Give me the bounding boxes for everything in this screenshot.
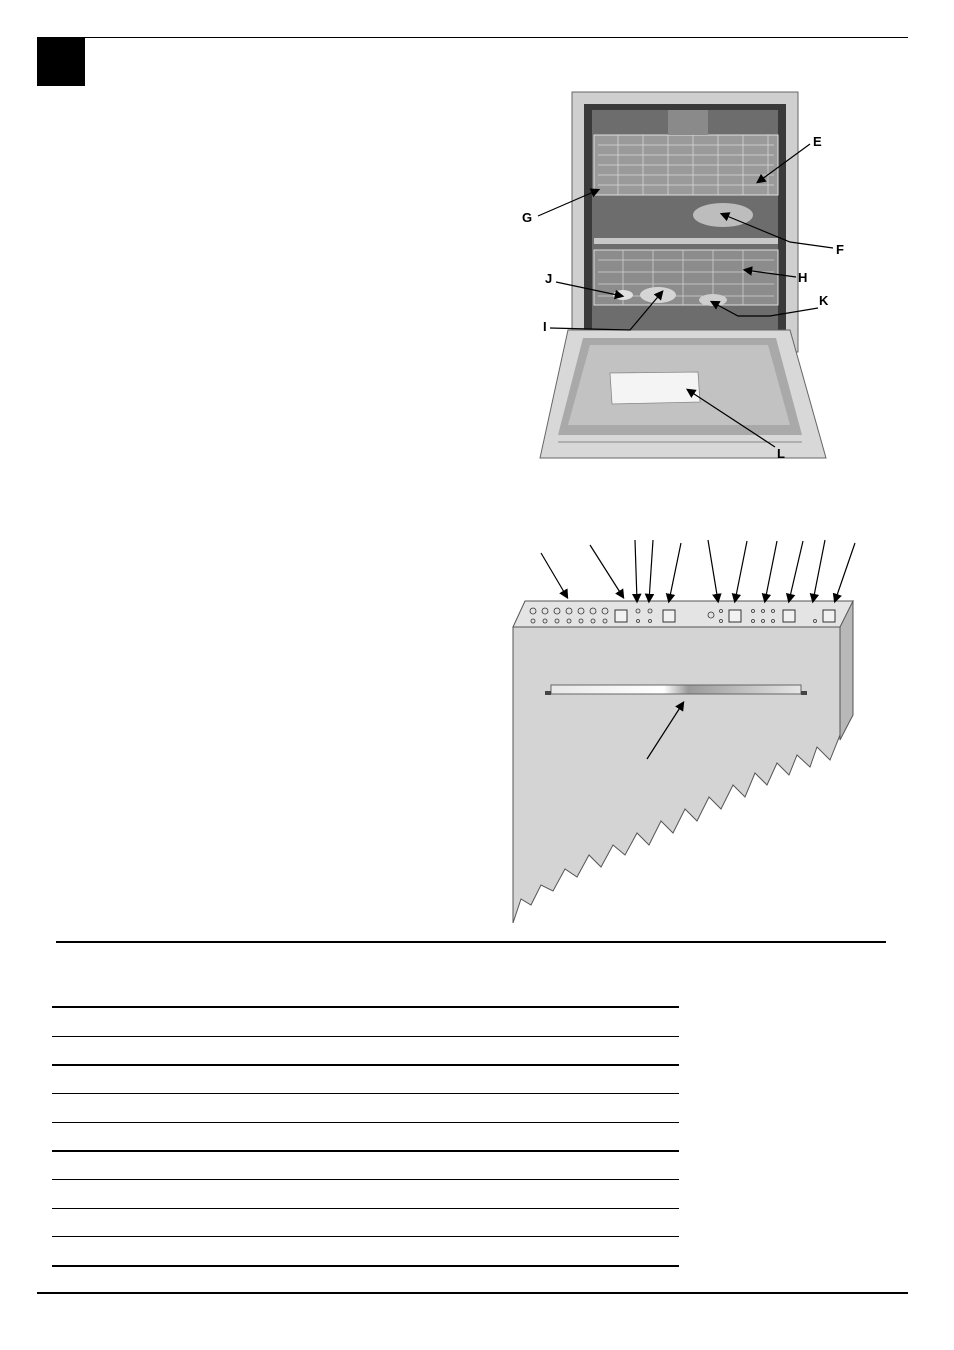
table-rule-3 bbox=[52, 1064, 679, 1066]
callout-L: L bbox=[777, 446, 785, 461]
section-divider-rule bbox=[56, 941, 886, 943]
table-rule-5 bbox=[52, 1122, 679, 1123]
callout-I: I bbox=[543, 319, 547, 334]
table-rule-2 bbox=[52, 1036, 679, 1037]
footer-rule bbox=[37, 1292, 908, 1294]
section-marker-block bbox=[37, 37, 85, 86]
table-rule-9 bbox=[52, 1236, 679, 1237]
table-rule-1 bbox=[52, 1006, 679, 1008]
callout-K: K bbox=[819, 293, 829, 308]
header-rule bbox=[85, 37, 908, 38]
control-panel-drawing bbox=[505, 535, 865, 930]
callout-H: H bbox=[798, 270, 808, 285]
callout-G: G bbox=[522, 210, 533, 225]
callout-J: J bbox=[545, 271, 553, 286]
photo-leader-lines bbox=[500, 120, 860, 465]
table-rule-8 bbox=[52, 1208, 679, 1209]
table-rule-4 bbox=[52, 1093, 679, 1094]
table-rule-6 bbox=[52, 1150, 679, 1152]
table-rule-7 bbox=[52, 1179, 679, 1180]
callout-F: F bbox=[836, 242, 844, 257]
callout-E: E bbox=[813, 134, 822, 149]
table-rule-10 bbox=[52, 1265, 679, 1267]
